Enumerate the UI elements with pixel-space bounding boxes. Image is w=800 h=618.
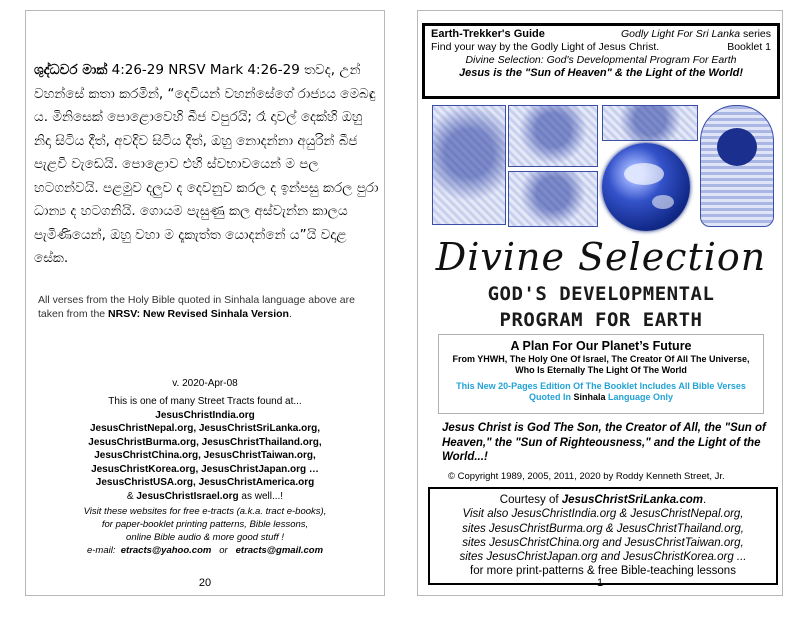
courtesy-box: [428, 487, 778, 585]
plan-box: [438, 334, 764, 414]
scripture-ref: 4:26-29 NRSV Mark 4:26-29: [107, 62, 305, 78]
site-line-last: & JesusChristIsrael.org as well...!: [126, 490, 284, 502]
copyright: © Copyright 1989, 2005, 2011, 2020 by Roddy Kenneth Street, Jr.: [448, 471, 725, 482]
jesus-statement: Jesus Christ is God The Son, the Creator of All, the "Sun of Heaven," the "Sun of Righteousness," and the Light of the World...!: [442, 422, 766, 463]
child-portrait-image: [432, 105, 506, 225]
plan-from: From YHWH, The Holy One Of Israel, The Creator Of All The Universe, Who Is Eternally The Light Of The World: [452, 354, 750, 375]
right-page: [417, 10, 783, 596]
site-line: JesusChristChina.org, JesusChristTaiwan.org,: [94, 450, 316, 461]
translation-name: NRSV: New Revised Sinhala Version: [108, 308, 289, 320]
email-link-2[interactable]: etracts@gmail.com: [235, 545, 324, 556]
cover-images: [432, 105, 772, 231]
booklet-label: Booklet 1: [727, 41, 771, 53]
series-header: [422, 23, 780, 99]
site-line: JesusChristIndia.org: [155, 409, 255, 421]
left-page: [25, 10, 385, 596]
header-line3: Divine Selection: God's Developmental Program For Earth: [465, 54, 737, 66]
booklet-title: Divine Selection: [435, 235, 767, 279]
header-line2: Find your way by the Godly Light of Jesus Christ.: [431, 41, 660, 53]
site-line: JesusChristNepal.org, JesusChristSriLanka.org,: [89, 423, 321, 434]
scripture-body: තවද, උන් වහන්සේ කතා කරමින්, “දෙවියන් වහන්සේගේ රාජ්‍යය මෙබඳු ය. මිනිසෙක් පොළොවෙහි බීජ වපුරයි; රෑ දාවල් දෙක්හි ඔහු නිදා සිටිය දීත්, අවදිව සිටිය දීත්, ඔහු නොදන්නා අයුරින් බීජ පැළවී වැඩෙයි. පොළොව එහි ස්වභාවයෙන් ම පල හටගන්වයි. පළමුව දලුව ද දෙවනුව කරල ද ඉන්පසු කරල පුරා ධාන්‍ය ද හටගනියි. ගොයම පැසුණු කල අස්වැන්න කාලය පැමිණියෙන්, ඔහු වහා ම දෑකැත්ත යොදන්නේ ය”යි වදාළ සේක.: [34, 62, 379, 266]
courtesy-line: sites JesusChristChina.org and JesusChristTaiwan.org,: [462, 536, 744, 549]
version-label: v. 2020-Apr-08: [172, 378, 238, 389]
visit-websites: Visit these websites for free e-tracts (a.k.a. tract e-books), for paper-booklet printing patterns, Bible lessons, online Bible audio & more good stuff ! e-mail: etracts@yahoo.com or etracts@gmail.com: [26, 505, 384, 557]
page-number: 20: [198, 577, 212, 589]
site-line: JesusChristUSA.org, JesusChristAmerica.org: [95, 477, 315, 488]
sites-list: [26, 395, 384, 503]
landscape-image: [602, 105, 698, 141]
header-line4: Jesus is the "Sun of Heaven" & the Light of the World!: [458, 67, 744, 79]
scripture-book: ශුද්ධවර මාක්: [34, 62, 108, 78]
scripture-passage: [34, 59, 380, 271]
courtesy-line: sites JesusChristBurma.org & JesusChristThailand.org,: [462, 522, 744, 535]
email-link-1[interactable]: etracts@yahoo.com: [120, 545, 212, 556]
courtesy-line: Visit also JesusChristIndia.org & JesusChristNepal.org,: [462, 508, 744, 521]
email-line: e-mail: etracts@yahoo.com or etracts@gmail.com: [86, 545, 324, 556]
mountain-image: [508, 105, 598, 167]
translation-note: All verses from the Holy Bible quoted in Sinhala language above are taken from the NRSV: New Revised Sinhala Version.: [38, 294, 355, 320]
guide-title: Earth-Trekker's Guide: [431, 28, 545, 40]
edition-note: This New 20-Pages Edition Of The Booklet Includes All Bible Verses Quoted In Sinhala Language Only: [456, 381, 746, 402]
courtesy-line: sites JesusChristJapan.org and JesusChristKorea.org ...: [459, 551, 747, 564]
sites-intro: This is one of many Street Tracts found at...: [108, 396, 302, 407]
courtesy-line: for more print-patterns & free Bible-teaching lessons: [470, 565, 736, 578]
plan-title: A Plan For Our Planet’s Future: [510, 339, 692, 353]
courtesy-line: Courtesy of JesusChristSriLanka.com.: [499, 494, 707, 506]
page-number: 1: [596, 577, 604, 589]
site-line: JesusChristBurma.org, JesusChristThailand.org,: [88, 436, 322, 448]
astronaut-image: [700, 105, 774, 227]
booklet-subtitle: GOD'S DEVELOPMENTAL PROGRAM FOR EARTH: [487, 283, 715, 331]
earth-globe-image: [602, 143, 690, 231]
courtesy-site-link[interactable]: JesusChristSriLanka.com: [561, 494, 704, 506]
children-image: [508, 171, 598, 227]
series-name: Godly Light For Sri Lanka series: [621, 28, 771, 40]
site-line: JesusChristKorea.org, JesusChristJapan.org …: [91, 463, 319, 475]
